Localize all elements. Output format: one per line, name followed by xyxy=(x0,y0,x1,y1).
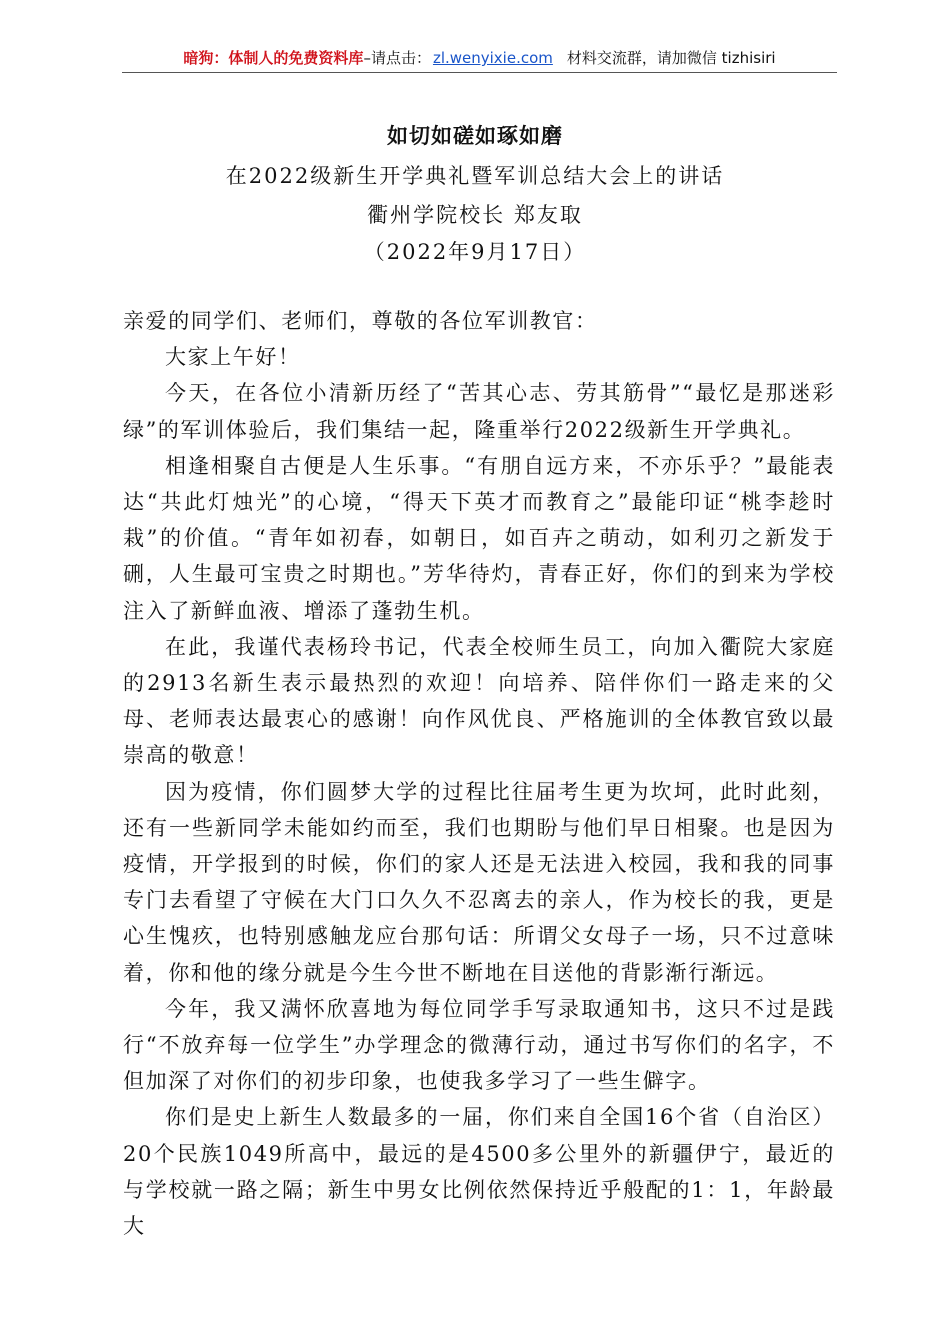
header-link[interactable]: zl.wenyixie.com xyxy=(432,49,553,67)
document-subtitle: 在2022级新生开学典礼暨军训总结大会上的讲话 xyxy=(225,164,725,188)
document-date: （2022年9月17日） xyxy=(363,240,587,264)
paragraph: 因为疫情，你们圆梦大学的过程比往届考生更为坎坷，此时此刻，还有一些新同学未能如约而至，我们也期盼与他们早日相聚。也是因为疫情，开学报到的时候，你们的家人还是无法进入校园，我和我的同事专门去看望了守候在大门口久久不忍离去的亲人，作为校长的我，更是心生愧疚，也特别感触龙应台那句话：所谓父女母子一场，只不过意味着，你和他的缘分就是今生今世不断地在目送他的背影渐行渐远。 xyxy=(123,779,835,985)
paragraph: 在此，我谨代表杨玲书记，代表全校师生员工，向加入衢院大家庭的2913名新生表示最热烈的欢迎！向培养、陪伴你们一路走来的父母、老师表达最衷心的感谢！向作风优良、严格施训的全体教官致以最崇高的敬意！ xyxy=(123,634,835,768)
header-brand: 暗狗：体制人的免费资料库 xyxy=(183,49,364,67)
header-prompt: –请点击： xyxy=(363,49,431,67)
page-header xyxy=(122,44,837,73)
document-body xyxy=(123,303,835,1244)
paragraph: 今年，我又满怀欣喜地为每位同学手写录取通知书，这只不过是践行“不放弃每一位学生”办学理念的微薄行动，通过书写你们的名字，不但加深了对你们的初步印象，也使我多学习了一些生僻字。 xyxy=(123,996,835,1094)
document-title: 如切如磋如琢如磨 xyxy=(387,123,563,148)
salutation: 亲爱的同学们、老师们，尊敬的各位军训教官： xyxy=(123,309,598,333)
paragraph: 相逢相聚自古便是人生乐事。“有朋自远方来，不亦乐乎？”最能表达“共此灯烛光”的心境，“得天下英才而教育之”最能印证“桃李趁时栽”的价值。“青年如初春，如朝日，如百卉之萌动，如利刃之新发于硎，人生最可宝贵之时期也。”芳华待灼，青春正好，你们的到来为学校注入了新鲜血液、增添了蓬勃生机。 xyxy=(123,453,835,623)
document-author: 衢州学院校长 郑友取 xyxy=(367,203,583,227)
paragraph-greeting: 大家上午好！ xyxy=(165,345,301,370)
paragraph: 你们是史上新生人数最多的一届，你们来自全国16个省（自治区）20个民族1049所高中，最远的是4500多公里外的新疆伊宁，最近的与学校就一路之隔；新生中男女比例依然保持近乎般配的1：1，年龄最大 xyxy=(123,1105,835,1239)
paragraph: 今天，在各位小清新历经了“苦其心志、劳其筋骨”“最忆是那迷彩绿”的军训体验后，我们集结一起，隆重举行2022级新生开学典礼。 xyxy=(123,381,835,442)
header-note: 材料交流群，请加微信 tizhisiri xyxy=(566,49,776,67)
